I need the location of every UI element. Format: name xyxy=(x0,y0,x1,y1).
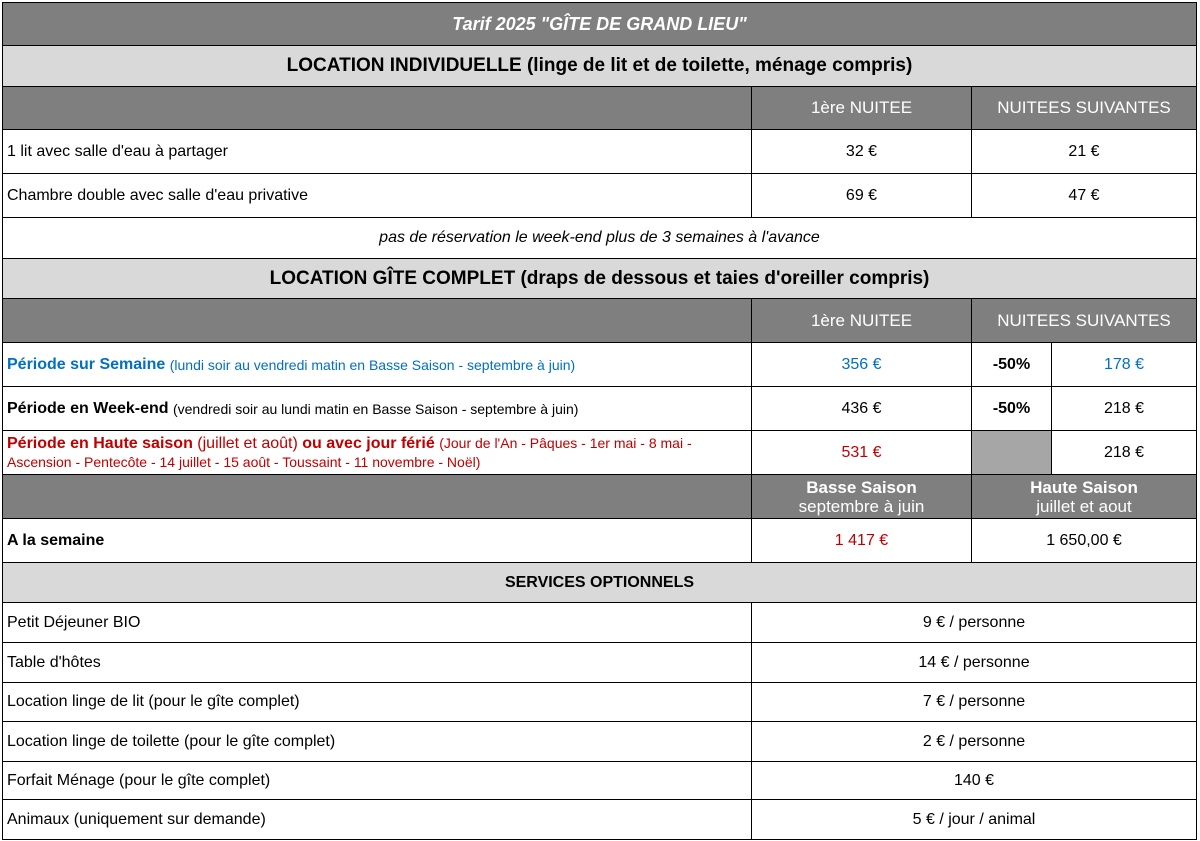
service-price: 2 € / personne xyxy=(751,722,1197,761)
discount-badge: -50% xyxy=(971,343,1051,386)
period-label xyxy=(2,343,751,386)
table-row xyxy=(2,130,1197,174)
services-heading-row xyxy=(2,563,1197,603)
week-high-price: 1 650,00 € xyxy=(971,519,1197,562)
complete-heading: LOCATION GÎTE COMPLET (draps de dessous et taies d'oreiller compris) xyxy=(2,259,1197,298)
header-first-night: 1ère NUITEE xyxy=(751,87,971,129)
period-detail: (lundi soir au vendredi matin en Basse Saison - septembre à juin) xyxy=(169,356,576,373)
period-title: Période en Week-end xyxy=(7,399,169,417)
header-next-nights: NUITEES SUIVANTES xyxy=(971,87,1197,129)
header-high-season xyxy=(971,475,1197,518)
service-label: Animaux (uniquement sur demande) xyxy=(2,800,751,839)
table-row xyxy=(2,343,1197,387)
service-label: Location linge de lit (pour le gîte complet) xyxy=(2,683,751,721)
period-detail: (vendredi soir au lundi matin en Basse Saison - septembre à juin) xyxy=(172,400,579,417)
table-row xyxy=(2,643,1197,683)
service-price: 7 € / personne xyxy=(751,683,1197,721)
room-label: 1 lit avec salle d'eau à partager xyxy=(2,130,751,173)
services-heading: SERVICES OPTIONNELS xyxy=(2,563,1197,602)
service-label: Forfait Ménage (pour le gîte complet) xyxy=(2,762,751,799)
service-price: 14 € / personne xyxy=(751,643,1197,682)
table-row xyxy=(2,431,1197,475)
discount-empty xyxy=(971,431,1051,474)
price-next-nights: 21 € xyxy=(971,130,1197,173)
table-row xyxy=(2,722,1197,762)
service-price: 9 € / personne xyxy=(751,603,1197,642)
period-label xyxy=(2,431,751,474)
table-row xyxy=(2,683,1197,722)
service-label: Table d'hôtes xyxy=(2,643,751,682)
period-title: Période sur Semaine xyxy=(7,355,166,373)
table-row xyxy=(2,800,1197,840)
service-label: Location linge de toilette (pour le gîte complet) xyxy=(2,722,751,761)
header-low-season xyxy=(751,475,971,518)
price-first-night: 436 € xyxy=(751,387,971,430)
table-row xyxy=(2,603,1197,643)
service-price: 140 € xyxy=(751,762,1197,799)
complete-heading-row xyxy=(2,259,1197,299)
table-row xyxy=(2,174,1197,218)
price-first-night: 356 € xyxy=(751,343,971,386)
price-first-night: 32 € xyxy=(751,130,971,173)
high-season-title: Haute Saison xyxy=(1030,477,1138,497)
week-low-price: 1 417 € xyxy=(751,519,971,562)
complete-header-row xyxy=(2,299,1197,343)
header-blank xyxy=(2,475,751,518)
price-next-nights: 218 € xyxy=(1051,431,1197,474)
room-label: Chambre double avec salle d'eau privative xyxy=(2,174,751,217)
period-detail: (juillet et août) xyxy=(197,434,298,452)
tariff-table xyxy=(2,2,1197,839)
period-holiday: ou avec jour férié xyxy=(302,434,435,452)
period-title: Période en Haute saison xyxy=(7,434,193,452)
price-next-nights: 178 € xyxy=(1051,343,1197,386)
individual-heading: LOCATION INDIVIDUELLE (linge de lit et de toilette, ménage compris) xyxy=(2,46,1197,86)
price-first-night: 531 € xyxy=(751,431,971,474)
table-row xyxy=(2,387,1197,431)
price-next-nights: 218 € xyxy=(1051,387,1197,430)
header-next-nights: NUITEES SUIVANTES xyxy=(971,299,1197,342)
header-blank xyxy=(2,299,751,342)
table-row xyxy=(2,519,1197,563)
holiday-list: (Jour de l'An - Pâques - 1er mai - 8 mai - Ascension - Pentecôte - 14 juillet - 15 août - Toussaint - 11 novembre - Noël) xyxy=(7,434,692,470)
price-next-nights: 47 € xyxy=(971,174,1197,217)
table-title: Tarif 2025 "GÎTE DE GRAND LIEU" xyxy=(2,3,1197,45)
low-season-months: septembre à juin xyxy=(798,496,925,516)
low-season-title: Basse Saison xyxy=(806,477,917,497)
header-first-night: 1ère NUITEE xyxy=(751,299,971,342)
period-label xyxy=(2,387,751,430)
individual-header-row xyxy=(2,87,1197,130)
high-season-months: juillet et aout xyxy=(1036,496,1132,516)
service-label: Petit Déjeuner BIO xyxy=(2,603,751,642)
discount-badge: -50% xyxy=(971,387,1051,430)
individual-heading-row xyxy=(2,46,1197,87)
booking-note: pas de réservation le week-end plus de 3 semaines à l'avance xyxy=(2,218,1197,258)
note-row xyxy=(2,218,1197,259)
title-row xyxy=(2,2,1197,46)
season-header-row xyxy=(2,475,1197,519)
header-blank xyxy=(2,87,751,129)
service-price: 5 € / jour / animal xyxy=(751,800,1197,839)
week-label: A la semaine xyxy=(2,519,751,562)
price-first-night: 69 € xyxy=(751,174,971,217)
table-row xyxy=(2,762,1197,800)
